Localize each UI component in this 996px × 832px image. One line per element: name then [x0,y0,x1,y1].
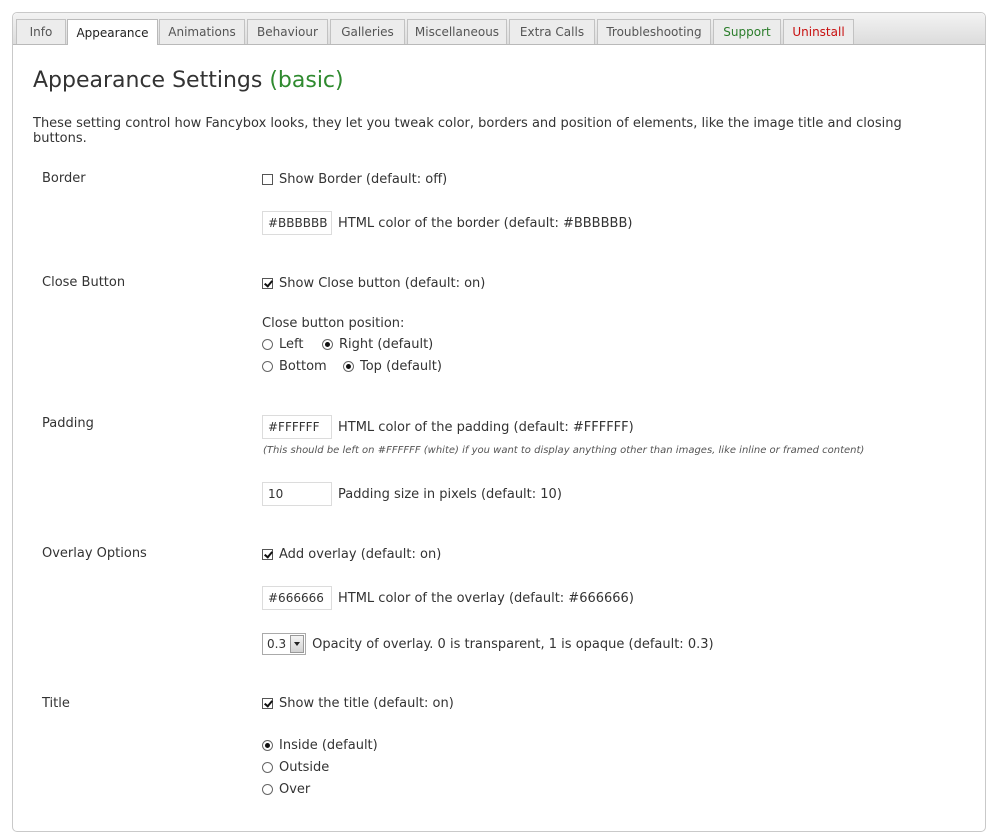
page-title [33,68,344,93]
show-close-row[interactable] [262,276,485,291]
padding-color-desc: HTML color of the padding (default: #FFFFFF) [338,419,634,435]
show-close-checkbox[interactable] [262,278,273,289]
add-overlay-checkbox[interactable] [262,549,273,560]
overlay-color-row [262,586,634,610]
tab-behaviour[interactable]: Behaviour [247,19,328,44]
radio-right-label: Right (default) [339,337,434,352]
padding-size-row [262,482,562,506]
show-border-checkbox[interactable] [262,174,273,185]
border-color-input[interactable]: #BBBBBB [262,211,332,235]
border-label: Border [42,171,86,186]
radio-title-inside-label: Inside (default) [279,738,378,753]
overlay-color-desc: HTML color of the overlay (default: #666666) [338,590,634,606]
close-position-row-2 [262,359,442,374]
padding-color-input[interactable]: #FFFFFF [262,415,332,439]
tab-miscellaneous[interactable]: Miscellaneous [407,19,507,44]
overlay-color-input[interactable]: #666666 [262,586,332,610]
tab-info[interactable]: Info [16,19,66,44]
radio-left-group[interactable] [262,337,322,352]
padding-note: (This should be left on #FFFFFF (white) if you want to display anything other than images, like inline or framed content) [263,445,865,456]
page-intro: These setting control how Fancybox looks, they let you tweak color, borders and position of elements, like the image title and closing buttons. [33,116,902,146]
title-outside-row[interactable] [262,760,329,775]
radio-left[interactable] [262,339,273,350]
overlay-opacity-select[interactable] [262,633,306,655]
radio-top-label: Top (default) [360,359,442,374]
tab-animations[interactable]: Animations [159,19,245,44]
radio-title-over[interactable] [262,784,273,795]
show-title-label: Show the title (default: on) [279,696,454,711]
overlay-opacity-desc: Opacity of overlay. 0 is transparent, 1 is opaque (default: 0.3) [312,636,714,652]
radio-bottom-label: Bottom [279,359,327,374]
title-label: Title [42,696,70,711]
show-close-label: Show Close button (default: on) [279,276,486,291]
tab-appearance[interactable]: Appearance [67,19,158,45]
show-title-row[interactable] [262,696,454,711]
tab-galleries[interactable]: Galleries [330,19,405,44]
close-position-row-1 [262,337,433,352]
close-button-label: Close Button [42,275,126,290]
page-title-suffix: (basic) [269,68,344,93]
radio-top-group[interactable] [343,359,442,374]
overlay-opacity-value: 0.3 [267,637,287,651]
border-color-row [262,211,632,235]
padding-size-input[interactable]: 10 [262,482,332,506]
padding-label: Padding [42,416,94,431]
border-color-desc: HTML color of the border (default: #BBBBBB) [338,215,633,231]
radio-right-group[interactable] [322,337,433,352]
page-title-text: Appearance Settings [33,68,263,93]
add-overlay-label: Add overlay (default: on) [279,547,442,562]
radio-bottom-group[interactable] [262,359,343,374]
tab-uninstall[interactable]: Uninstall [783,19,854,44]
title-inside-row[interactable] [262,738,378,753]
tab-support[interactable]: Support [713,19,781,44]
radio-bottom[interactable] [262,361,273,372]
chevron-down-icon[interactable] [290,635,304,653]
show-border-label: Show Border (default: off) [279,172,448,187]
add-overlay-row[interactable] [262,547,441,562]
tab-troubleshooting[interactable]: Troubleshooting [597,19,711,44]
padding-size-desc: Padding size in pixels (default: 10) [338,486,562,502]
radio-top[interactable] [343,361,354,372]
radio-title-outside[interactable] [262,762,273,773]
close-position-label: Close button position: [262,316,405,331]
overlay-label: Overlay Options [42,546,147,561]
tab-bar [13,13,985,45]
tab-extra-calls[interactable]: Extra Calls [509,19,595,44]
overlay-opacity-row [262,633,714,655]
radio-title-outside-label: Outside [279,760,330,775]
title-over-row[interactable] [262,782,310,797]
radio-right[interactable] [322,339,333,350]
padding-color-row [262,415,634,439]
radio-left-label: Left [279,337,304,352]
show-border-row[interactable] [262,172,447,187]
radio-title-inside[interactable] [262,740,273,751]
settings-panel [12,12,986,832]
show-title-checkbox[interactable] [262,698,273,709]
radio-title-over-label: Over [279,782,311,797]
